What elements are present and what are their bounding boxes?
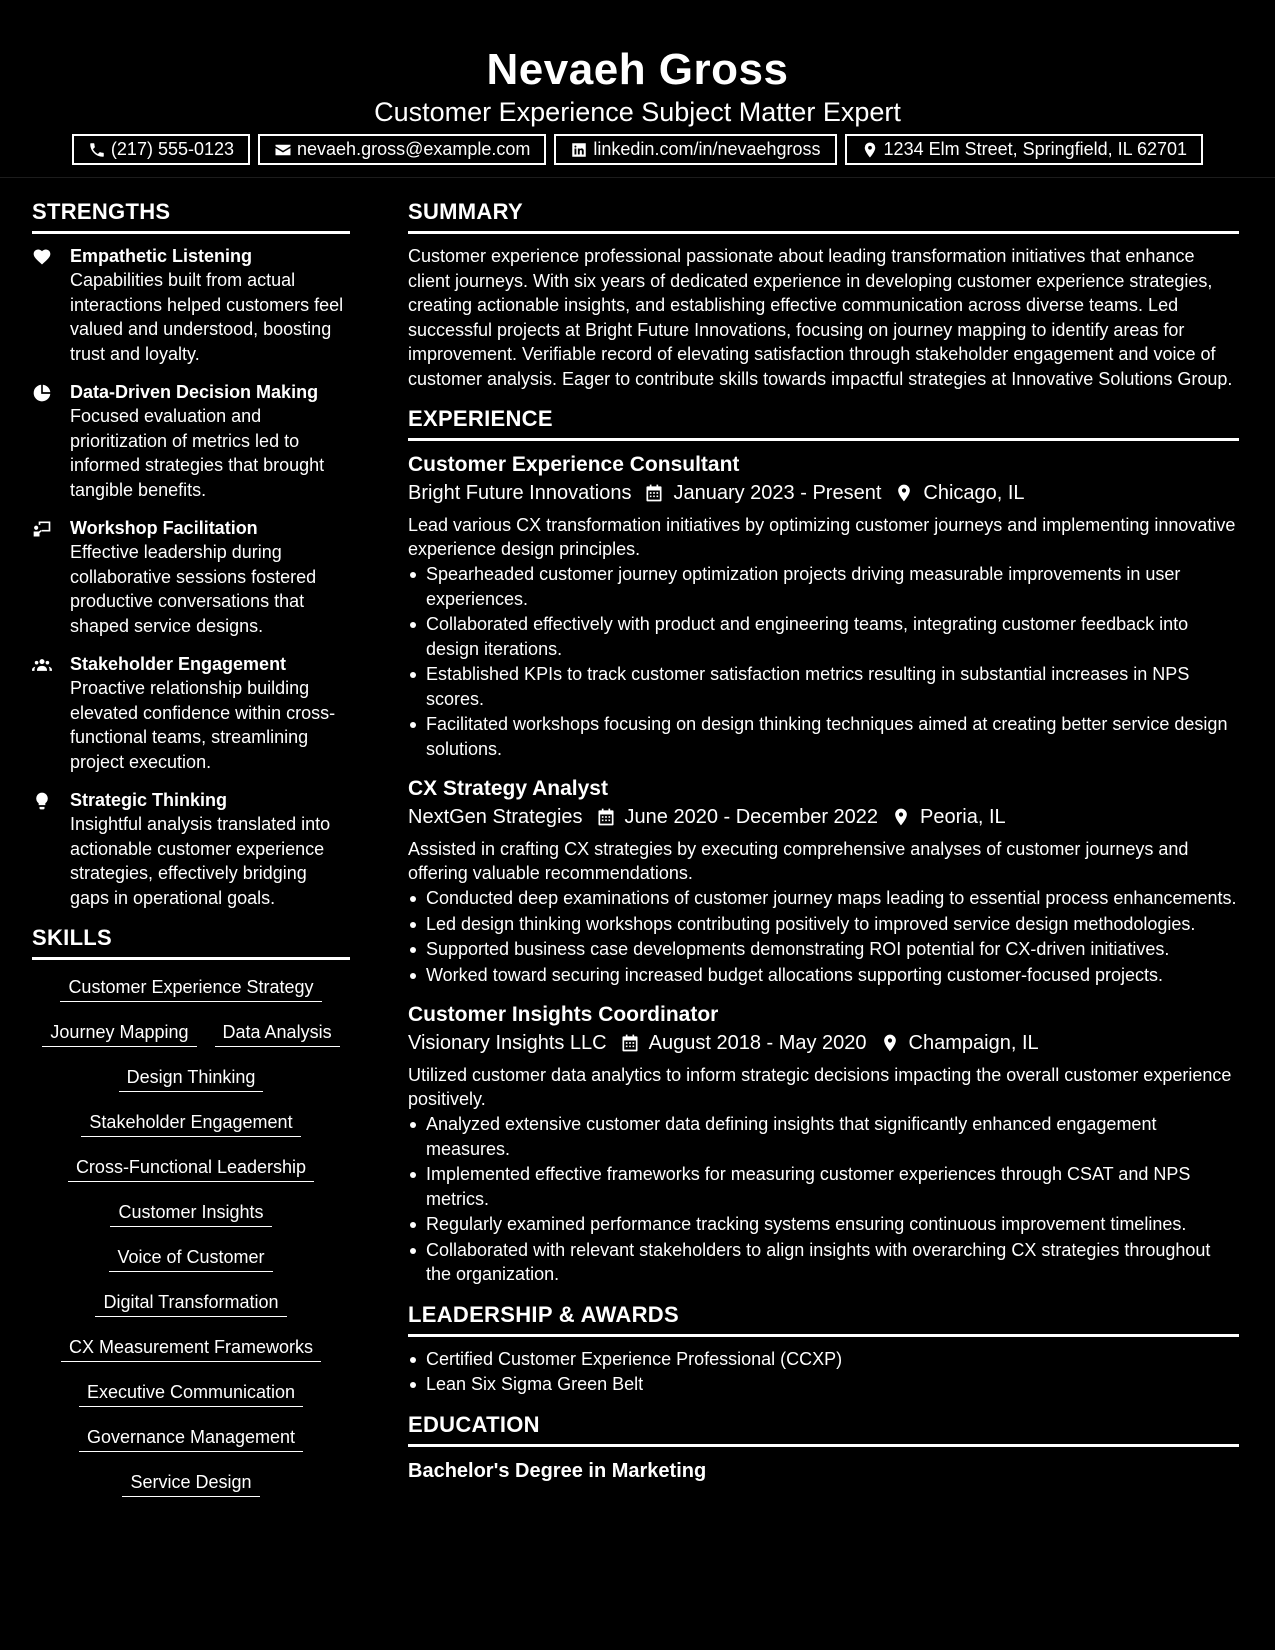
- skill-tag: Voice of Customer: [109, 1246, 272, 1272]
- strengths-heading: STRENGTHS: [32, 198, 350, 234]
- education-degree: Bachelor's Degree in Marketing: [408, 1459, 707, 1482]
- job-company: Visionary Insights LLC: [408, 1032, 607, 1054]
- skills-list: [32, 970, 350, 1497]
- strength-item: [32, 788, 350, 910]
- calendar-icon: [620, 1033, 640, 1053]
- experience-heading: EXPERIENCE: [408, 405, 1239, 441]
- linkedin-icon: [570, 141, 588, 159]
- contact-email[interactable]: [258, 134, 546, 165]
- map-pin-icon: [861, 141, 879, 159]
- candidate-title: Customer Experience Subject Matter Expert: [374, 97, 901, 127]
- calendar-icon: [644, 483, 664, 503]
- calendar-icon: [596, 807, 616, 827]
- map-pin-icon: [880, 1033, 900, 1053]
- job-entry: [408, 1001, 1239, 1287]
- job-meta: [408, 479, 1239, 507]
- users-icon: [32, 655, 52, 675]
- candidate-name: Nevaeh Gross: [486, 45, 789, 94]
- heart-icon: [32, 247, 52, 267]
- list-item: Conducted deep examinations of customer journey maps leading to essential process enhancements.: [408, 886, 1239, 911]
- list-item: Regularly examined performance tracking systems ensuring continuous improvement timelines.: [408, 1212, 1239, 1237]
- strength-desc: Effective leadership during collaborative sessions fostered productive conversations that shaped service designs.: [70, 542, 317, 636]
- skill-tag: Customer Insights: [110, 1201, 271, 1227]
- skill-tag: Governance Management: [79, 1426, 303, 1452]
- strength-title: Workshop Facilitation: [70, 518, 258, 538]
- job-entry: [408, 451, 1239, 761]
- skill-tag: Stakeholder Engagement: [81, 1111, 300, 1137]
- job-company: Bright Future Innovations: [408, 482, 632, 504]
- strength-desc: Focused evaluation and prioritization of metrics led to informed strategies that brought tangible benefits.: [70, 406, 325, 500]
- job-title: CX Strategy Analyst: [408, 777, 608, 800]
- job-company: NextGen Strategies: [408, 806, 583, 828]
- contact-address: [845, 134, 1204, 165]
- resume-header: [0, 0, 1275, 178]
- job-meta: [408, 1029, 1239, 1057]
- job-location: Chicago, IL: [923, 482, 1025, 504]
- skills-heading: SKILLS: [32, 924, 350, 960]
- strength-item: [32, 244, 350, 366]
- list-item: Led design thinking workshops contributing positively to improved service design methodologies.: [408, 912, 1239, 937]
- envelope-icon: [274, 141, 292, 159]
- skill-tag: Executive Communication: [79, 1381, 303, 1407]
- phone-icon: [88, 141, 106, 159]
- strength-title: Empathetic Listening: [70, 246, 253, 266]
- awards-heading: LEADERSHIP & AWARDS: [408, 1301, 1239, 1337]
- list-item: Lean Six Sigma Green Belt: [408, 1372, 1239, 1397]
- phone-text: (217) 555-0123: [110, 139, 235, 159]
- job-entry: [408, 775, 1239, 987]
- job-description: Assisted in crafting CX strategies by executing comprehensive analyses of customer journeys and offering valuable recommendations.: [408, 839, 1189, 883]
- list-item: Implemented effective frameworks for measuring customer experiences through CSAT and NPS metrics.: [408, 1162, 1239, 1211]
- awards-list: [408, 1347, 1239, 1397]
- skill-tag: Journey Mapping: [42, 1021, 196, 1047]
- contact-bar: [0, 134, 1275, 165]
- job-title: Customer Experience Consultant: [408, 453, 740, 476]
- skill-tag: Service Design: [122, 1471, 259, 1497]
- strength-title: Strategic Thinking: [70, 790, 228, 810]
- list-item: Supported business case developments demonstrating ROI potential for CX-driven initiatives.: [408, 937, 1239, 962]
- job-location: Peoria, IL: [920, 806, 1006, 828]
- list-item: Collaborated with relevant stakeholders to align insights with overarching CX strategies throughout the organization.: [408, 1238, 1239, 1287]
- job-description: Utilized customer data analytics to inform strategic decisions impacting the overall customer experience positively.: [408, 1065, 1232, 1109]
- right-column: [382, 179, 1275, 1650]
- lightbulb-icon: [32, 791, 52, 811]
- summary-heading: SUMMARY: [408, 198, 1239, 234]
- skill-tag: Design Thinking: [119, 1066, 264, 1092]
- summary-text: Customer experience professional passionate about leading transformation initiatives that enhance client journeys. With six years of dedicated experience in developing customer experience strategies, creating actionable insights, and establishing effective communication across diverse teams. Led successful projects at Bright Future Innovations, focusing on journey mapping to identify areas for improvement. Verifiable record of elevating satisfaction through stakeholder engagement and voice of customer analysis. Eager to contribute skills towards impactful strategies at Innovative Solutions Group.: [408, 246, 1233, 389]
- job-title: Customer Insights Coordinator: [408, 1003, 719, 1026]
- skill-tag: CX Measurement Frameworks: [61, 1336, 321, 1362]
- map-pin-icon: [894, 483, 914, 503]
- strength-desc: Insightful analysis translated into actionable customer experience strategies, effectively bridging gaps in operational goals.: [70, 814, 331, 908]
- skill-tag: Cross-Functional Leadership: [68, 1156, 314, 1182]
- strength-title: Stakeholder Engagement: [70, 654, 287, 674]
- list-item: Collaborated effectively with product and engineering teams, integrating customer feedback into design iterations.: [408, 612, 1239, 661]
- pie-chart-icon: [32, 383, 52, 403]
- presenter-icon: [32, 519, 52, 539]
- job-bullets: [408, 886, 1239, 987]
- skill-tag: Customer Experience Strategy: [60, 976, 321, 1002]
- contact-phone[interactable]: [72, 134, 250, 165]
- list-item: Spearheaded customer journey optimization projects driving measurable improvements in user experiences.: [408, 562, 1239, 611]
- list-item: Worked toward securing increased budget allocations supporting customer-focused projects.: [408, 963, 1239, 988]
- skill-tag: Data Analysis: [215, 1021, 340, 1047]
- skill-tag: Digital Transformation: [95, 1291, 286, 1317]
- left-column: [0, 179, 382, 1650]
- job-meta: [408, 803, 1239, 831]
- map-pin-icon: [891, 807, 911, 827]
- list-item: Analyzed extensive customer data defining insights that significantly enhanced engagement measures.: [408, 1112, 1239, 1161]
- list-item: Certified Customer Experience Professional (CCXP): [408, 1347, 1239, 1372]
- job-dates: August 2018 - May 2020: [648, 1032, 867, 1054]
- job-dates: June 2020 - December 2022: [624, 806, 879, 828]
- job-dates: January 2023 - Present: [673, 482, 882, 504]
- job-bullets: [408, 562, 1239, 761]
- job-bullets: [408, 1112, 1239, 1287]
- email-text: nevaeh.gross@example.com: [297, 139, 531, 159]
- job-description: Lead various CX transformation initiatives by optimizing customer journeys and implementing innovative experience design principles.: [408, 515, 1236, 559]
- list-item: Facilitated workshops focusing on design thinking techniques aimed at creating better service design solutions.: [408, 712, 1239, 761]
- strength-item: [32, 652, 350, 774]
- strength-title: Data-Driven Decision Making: [70, 382, 319, 402]
- contact-linkedin[interactable]: [554, 134, 836, 165]
- job-location: Champaign, IL: [908, 1032, 1039, 1054]
- education-heading: EDUCATION: [408, 1411, 1239, 1447]
- strength-desc: Proactive relationship building elevated confidence within cross-functional teams, streamlining project execution.: [70, 678, 336, 772]
- strength-item: [32, 380, 350, 502]
- address-text: 1234 Elm Street, Springfield, IL 62701: [883, 139, 1188, 159]
- strength-desc: Capabilities built from actual interactions helped customers feel valued and understood, boosting trust and loyalty.: [70, 270, 344, 364]
- strength-item: [32, 516, 350, 638]
- linkedin-text: linkedin.com/in/nevaehgross: [593, 139, 821, 159]
- list-item: Established KPIs to track customer satisfaction metrics resulting in substantial increases in NPS scores.: [408, 662, 1239, 711]
